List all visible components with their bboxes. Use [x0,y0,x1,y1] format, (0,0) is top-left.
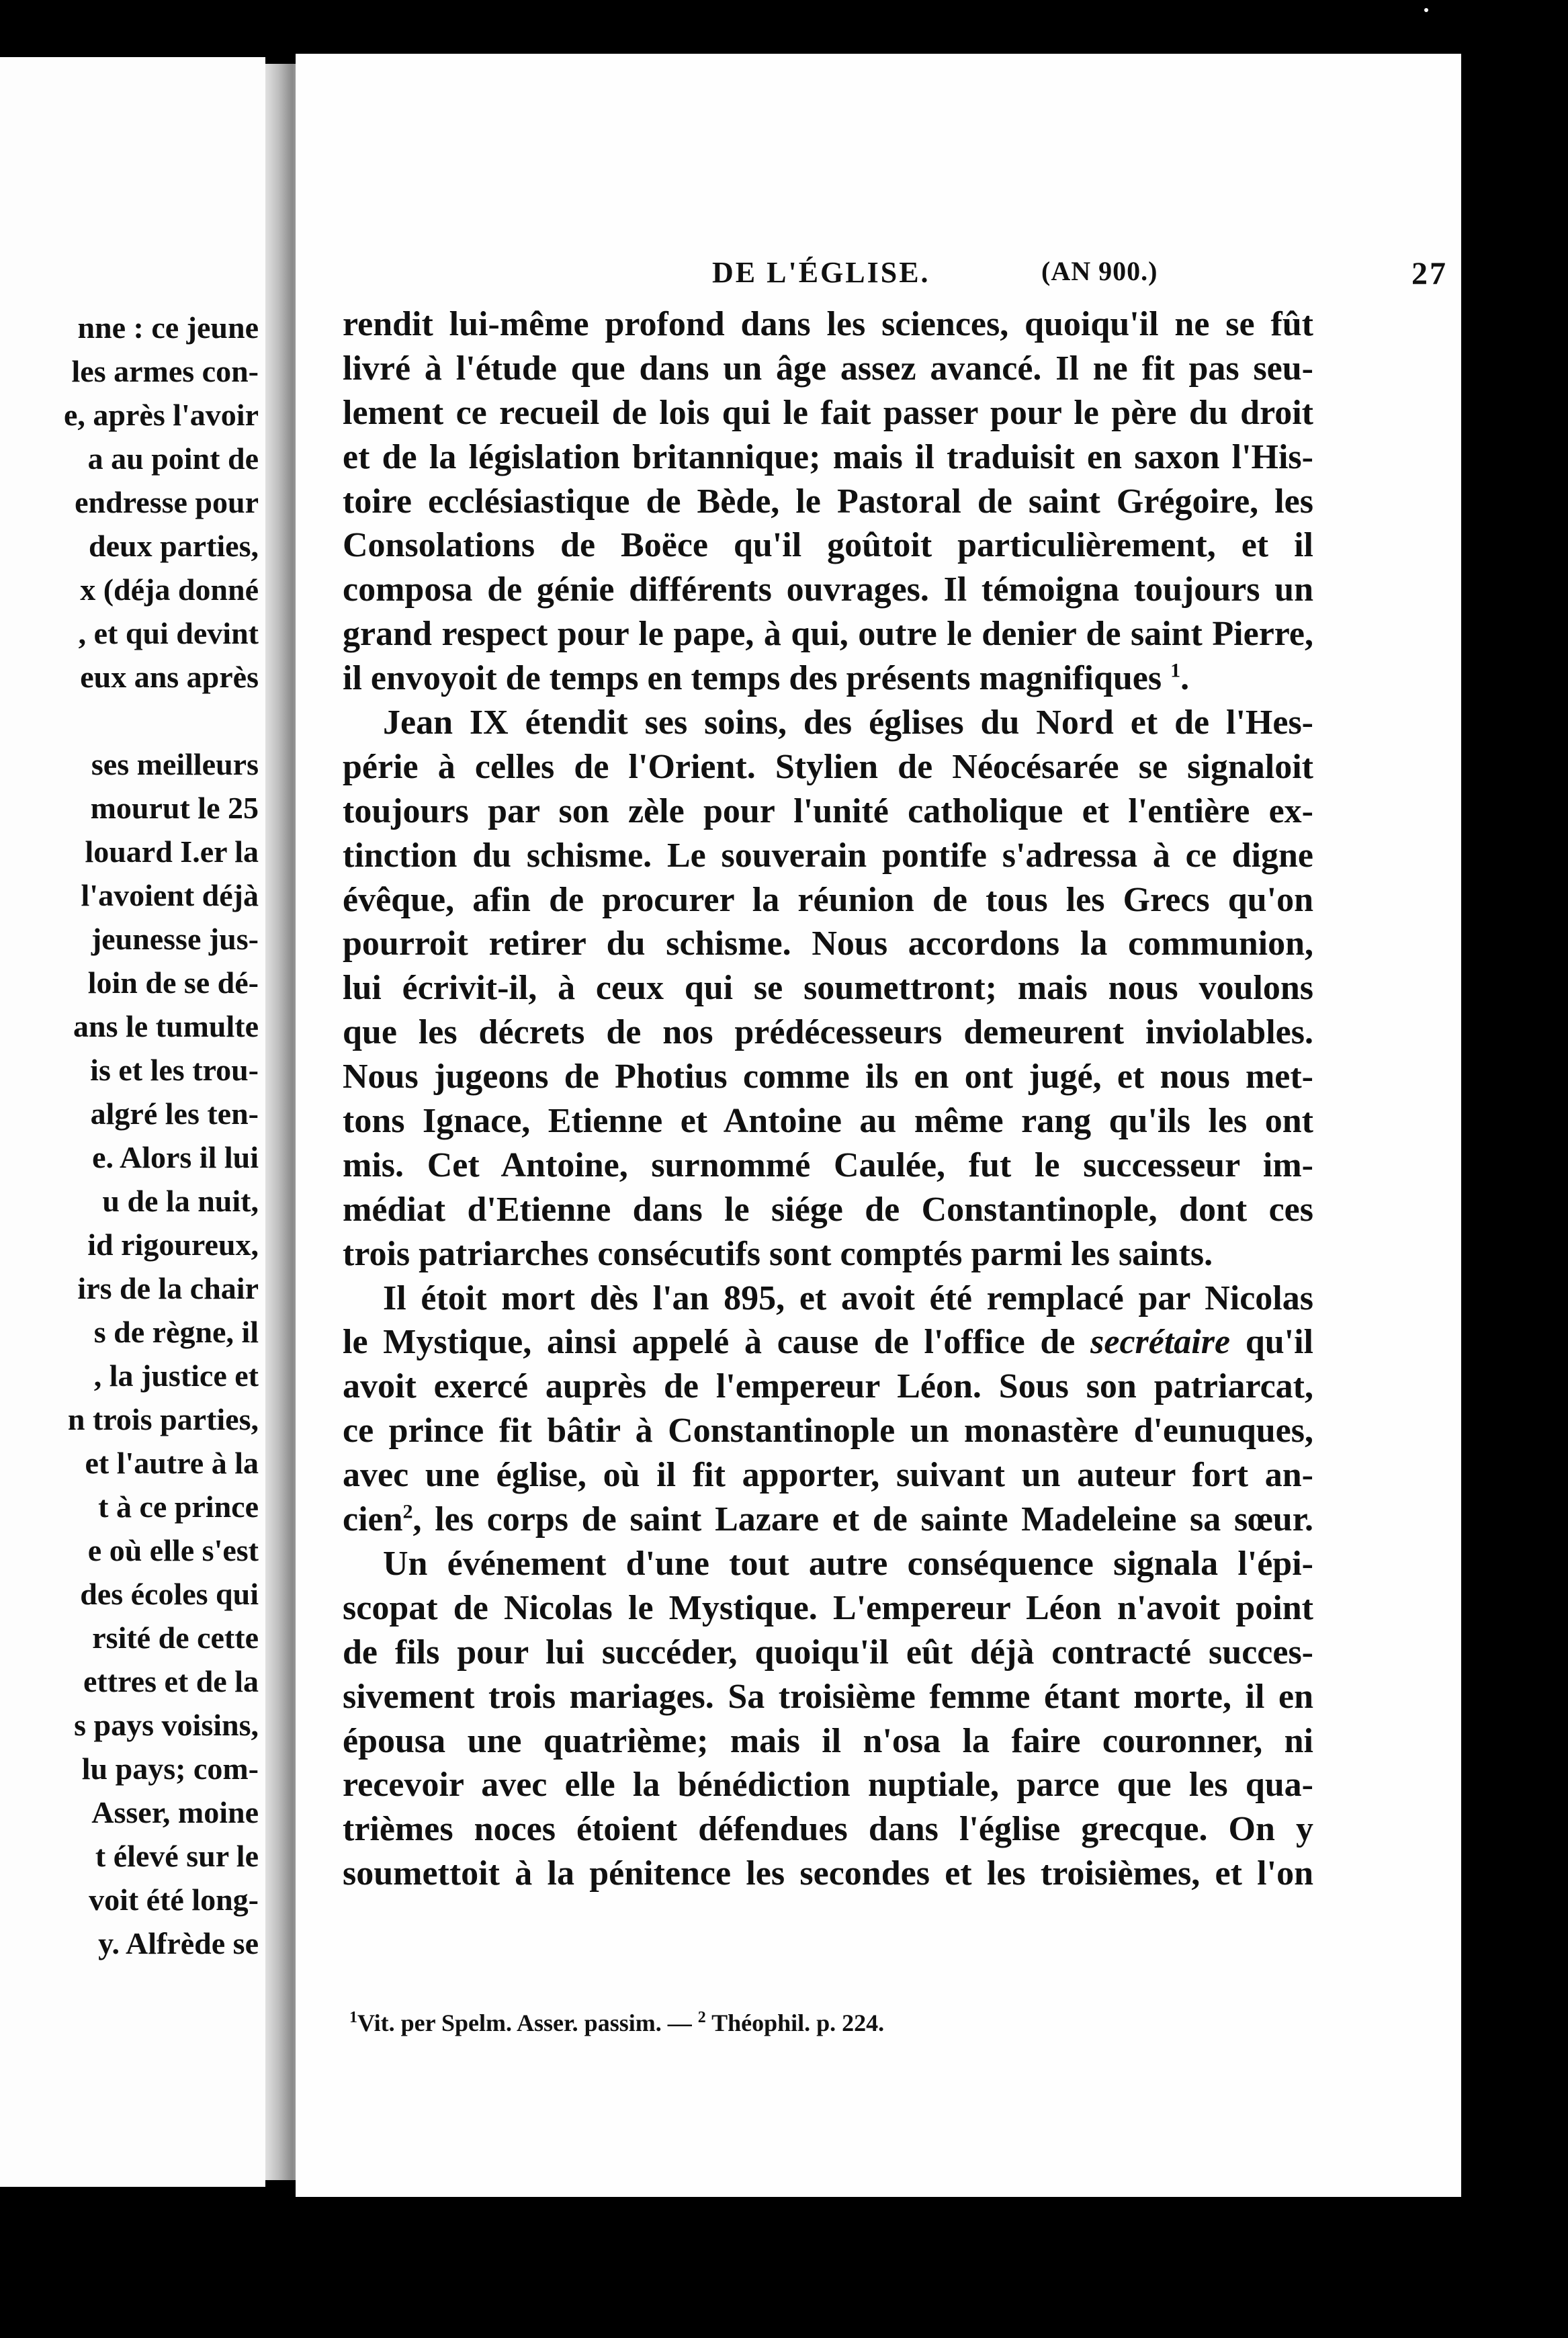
left-line: t à ce prince [98,1489,259,1524]
text-line [343,1498,1313,1542]
text-line: livré à l'étude que dans un âge assez avancé. Il ne fit pas seu- [343,349,1313,388]
left-line: l'avoient déjà [81,878,259,912]
footnote-text: Vit. per Spelm. Asser. passim. — [357,2009,698,2036]
text-line: trois patriarches consécutifs sont comptés parmi les saints. [343,1234,1213,1273]
left-line: , et qui devint [78,616,259,650]
left-line: des écoles qui [80,1577,259,1611]
left-line: mourut le 25 [90,791,259,825]
text-segment: il envoyoit de temps en temps des présents magnifiques [343,659,1162,698]
left-page-text [64,306,259,1965]
left-line: loin de se dé- [87,965,259,1000]
footnote-mark: 2 [697,2009,706,2026]
text-line: ce prince fit bâtir à Constantinople un monastère d'eunuques, [343,1412,1313,1451]
text-line: grand respect pour le pape, à qui, outre le denier de saint Pierre, [343,615,1313,654]
text-line: toujours par son zèle pour l'unité catholique et l'entière ex- [343,791,1313,830]
text-line: Jean IX étendit ses soins, des églises du Nord et de l'Hes- [383,703,1313,742]
left-line: t élevé sur le [95,1839,259,1873]
left-line: lu pays; com- [81,1751,259,1786]
footnote-text: Théophil. p. 224. [705,2009,885,2036]
left-line: , la justice et [93,1358,259,1393]
running-title: DE L'ÉGLISE. [712,256,930,289]
footnotes [349,2009,884,2037]
text-line: et de la législation britannique; mais il traduisit en saxon l'His- [343,437,1313,476]
right-page [296,54,1461,2197]
footnote-ref: 1 [1170,659,1181,682]
left-line: ettres et de la [83,1664,259,1698]
text-line: évêque, afin de procurer la réunion de tous les Grecs qu'on [343,880,1313,919]
left-line: ses meilleurs [91,747,259,781]
text-line: sivement trois mariages. Sa troisième femme étant morte, il en [343,1677,1313,1716]
left-line: deux parties, [89,529,259,563]
text-line: avec une église, où il fit apporter, suivant un auteur fort an- [343,1456,1313,1495]
italic-word: secrétaire [1090,1323,1231,1362]
text-line: tons Ignace, Etienne et Antoine au même rang qu'ils les ont [343,1102,1313,1141]
text-line: recevoir avec elle la bénédiction nuptiale, parce que les qua- [343,1766,1313,1805]
text-segment: cien [343,1500,403,1539]
scan-speck [1424,8,1428,12]
text-line: soumettoit à la pénitence les secondes et les troisièmes, et l'on [343,1854,1313,1893]
left-line: u de la nuit, [102,1184,259,1218]
left-line: rsité de cette [92,1620,259,1655]
text-line: tinction du schisme. Le souverain pontife s'adressa à ce digne [343,836,1313,875]
left-line: s de règne, il [93,1315,259,1349]
left-line: irs de la chair [77,1271,259,1305]
left-line: is et les trou- [90,1053,259,1087]
text-line: pourroit retirer du schisme. Nous accordons la communion, [343,924,1313,963]
left-line: n trois parties, [67,1402,259,1436]
text-line: lement ce recueil de lois qui le fait passer pour le père du droit [343,393,1313,432]
left-line: nne : ce jeune [77,310,259,345]
left-line: endresse pour [75,485,259,519]
text-line: médiat d'Etienne dans le siége de Constantinople, dont ces [343,1190,1313,1229]
text-line: composa de génie différents ouvrages. Il témoigna toujours un [343,570,1313,609]
text-segment: . [1180,659,1190,698]
left-line: et l'autre à la [85,1446,259,1480]
text-line: trièmes noces étoient défendues dans l'église grecque. On y [343,1810,1313,1849]
text-line: de fils pour lui succéder, quoiqu'il eût déjà contracté succes- [343,1633,1313,1672]
page-header [712,255,1448,309]
text-line: rendit lui-même profond dans les sciences, quoiqu'il ne se fût [343,305,1313,343]
page-number: 27 [1411,256,1448,292]
text-line: Consolations de Boëce qu'il goûtoit particulièrement, et il [343,526,1313,565]
year-marker: (AN 900.) [1041,256,1158,286]
text-line: lui écrivit-il, à ceux qui se soumettront; mais nous voulons [343,969,1313,1008]
text-line: mis. Cet Antoine, surnommé Caulée, fut le successeur im- [343,1145,1313,1184]
left-line: Asser, moine [91,1795,259,1829]
left-line: id rigoureux, [87,1227,259,1262]
text-line: Il étoit mort dès l'an 895, et avoit été remplacé par Nicolas [383,1279,1313,1317]
text-line [343,656,1313,701]
left-line: y. Alfrède se [98,1926,259,1960]
text-line [343,1320,1313,1365]
text-line: périe à celles de l'Orient. Stylien de Néocésarée se signaloit [343,747,1313,786]
text-line: avoit exercé auprès de l'empereur Léon. Sous son patriarcat, [343,1367,1313,1406]
left-line: algré les ten- [90,1096,259,1131]
left-line: les armes con- [71,354,259,388]
facing-left-page [0,57,265,2187]
left-line: jeunesse jus- [91,922,259,956]
left-line: s pays voisins, [74,1708,259,1742]
text-line: que les décrets de nos prédécesseurs demeurent inviolables. [343,1013,1313,1052]
footnote-mark: 1 [349,2009,357,2026]
left-paragraph-gap [64,699,259,742]
text-line: épousa une quatrième; mais il n'osa la faire couronner, ni [343,1721,1313,1760]
left-line: e. Alors il lui [92,1140,259,1174]
text-line: toire ecclésiastique de Bède, le Pastoral de saint Grégoire, les [343,482,1313,521]
footnote-ref: 2 [402,1500,413,1523]
left-line: e où elle s'est [87,1533,259,1567]
left-line: ans le tumulte [73,1009,259,1043]
left-line: voit été long- [89,1882,259,1917]
body-text [343,302,1568,1896]
text-segment: , les corps de saint Lazare et de sainte Madeleine sa sœur. [412,1500,1313,1539]
left-line: e, après l'avoir [64,398,259,432]
text-segment: qu'il [1230,1323,1313,1362]
left-line: louard I.er la [85,834,259,869]
text-line: Nous jugeons de Photius comme ils en ont jugé, et nous met- [343,1057,1313,1096]
left-line: a au point de [87,441,259,476]
text-line: Un événement d'une tout autre conséquence signala l'épi- [383,1544,1313,1583]
left-line: x (déja donné [80,572,259,607]
text-line: scopat de Nicolas le Mystique. L'empereur Léon n'avoit point [343,1588,1313,1627]
left-line: eux ans après [80,660,259,694]
text-segment: le Mystique, ainsi appelé à cause de l'office de [343,1323,1076,1362]
